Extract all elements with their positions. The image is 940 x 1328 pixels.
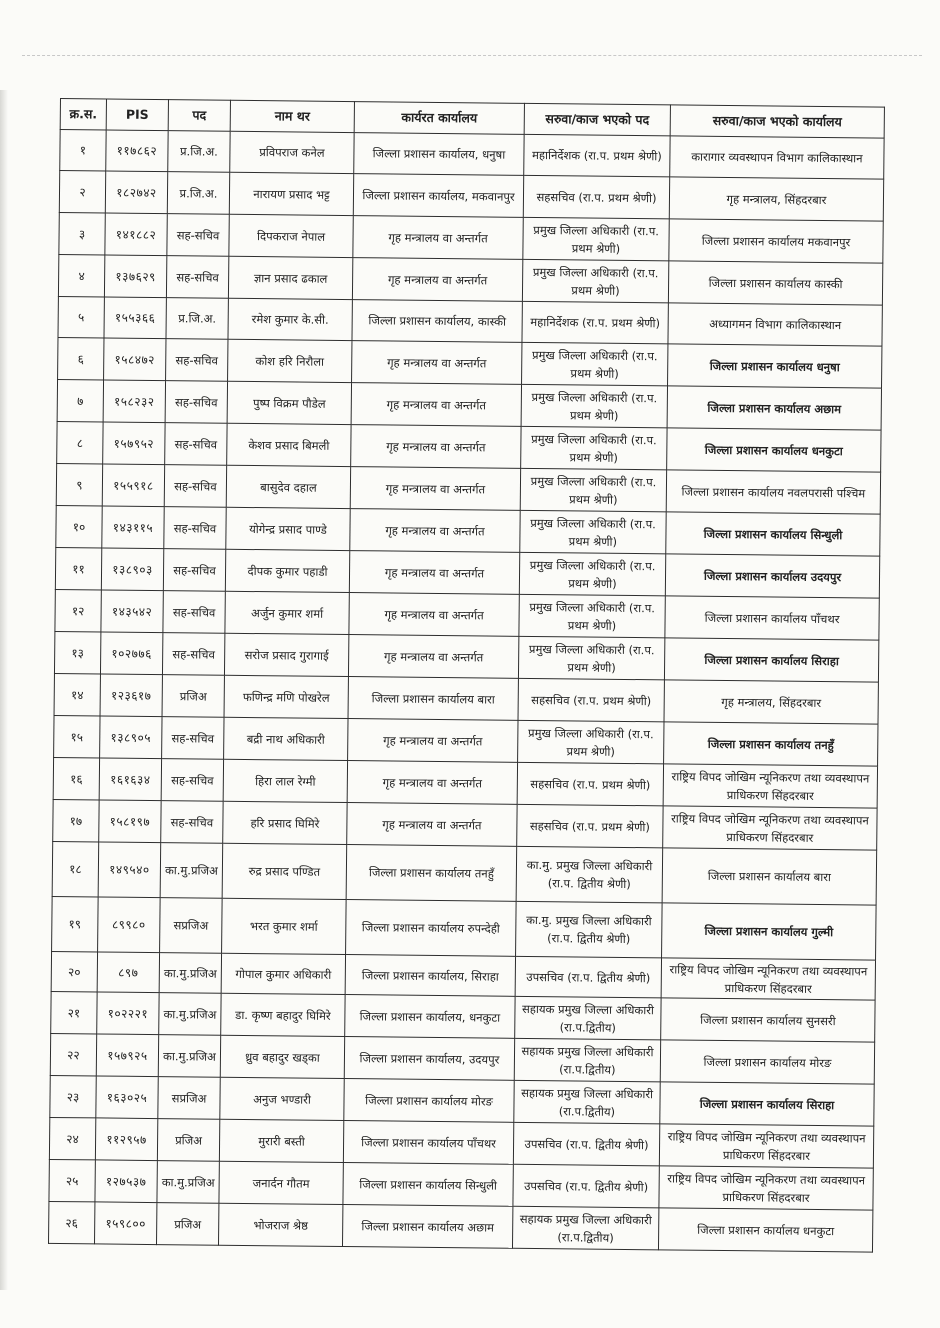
- cell-pis: १५७९५२: [103, 422, 165, 465]
- cell-current-office: गृह मन्त्रालय वा अन्तर्गत: [350, 467, 520, 511]
- cell-pis: १४३५४२: [101, 590, 163, 633]
- cell-post: सह-सचिव: [167, 214, 229, 257]
- cell-pis: १२३६१७: [100, 674, 162, 717]
- cell-post: सह-सचिव: [163, 549, 225, 592]
- cell-new-office: जिल्ला प्रशासन कार्यालय सिन्धुली: [666, 512, 880, 556]
- cell-new-office: जिल्ला प्रशासन कार्यालय धनकुटा: [667, 428, 881, 472]
- cell-pis: १५५९१८: [102, 464, 164, 507]
- cell-pis: १४१८८२: [105, 213, 167, 256]
- cell-sn: १४: [54, 673, 100, 715]
- cell-new-office: जिल्ला प्रशासन कार्यालय धनकुटा: [658, 1208, 872, 1252]
- cell-post: सह-सचिव: [166, 256, 228, 299]
- cell-pis: १५८२३२: [103, 380, 165, 423]
- cell-pis: १५८१९७: [99, 800, 161, 843]
- cell-pis: १५८४७२: [104, 338, 166, 381]
- cell-current-office: जिल्ला प्रशासन कार्यालय सिन्धुली: [343, 1163, 513, 1207]
- cell-sn: २३: [50, 1075, 96, 1117]
- cell-sn: २६: [49, 1201, 95, 1243]
- cell-post: प्रजिअ: [157, 1119, 219, 1162]
- cell-name: रुद्र प्रसाद पण्डित: [222, 843, 347, 899]
- cell-new-post: का.मु. प्रमुख जिल्ला अधिकारी (रा.प. द्वितीय श्रेणी): [516, 846, 663, 903]
- cell-post: सह-सचिव: [161, 801, 223, 844]
- cell-current-office: जिल्ला प्रशासन कार्यालय, मकवानपुर: [353, 174, 523, 218]
- cell-sn: २१: [51, 991, 97, 1033]
- cell-post: का.मु.प्रजिअ: [159, 993, 221, 1036]
- cell-sn: १९: [52, 896, 99, 951]
- cell-sn: १७: [53, 799, 99, 841]
- table-row: [52, 841, 877, 905]
- cell-post: प्र.जि.अ.: [168, 131, 230, 173]
- cell-current-office: गृह मन्त्रालय वा अन्तर्गत: [348, 635, 518, 679]
- cell-current-office: जिल्ला प्रशासन कार्यालय रुपन्देही: [346, 900, 517, 957]
- cell-name: भरत कुमार शर्मा: [222, 898, 347, 954]
- header-current-office: कार्यरत कार्यालय: [354, 102, 524, 135]
- cell-current-office: जिल्ला प्रशासन कार्यालय बारा: [348, 677, 518, 721]
- cell-post: सह-सचिव: [165, 423, 227, 466]
- cell-new-office: राष्ट्रिय विपद जोखिम न्यूनिकरण तथा व्यवस्थापन प्राधिकरण सिंहदरबार: [659, 1124, 873, 1168]
- cell-new-office: जिल्ला प्रशासन कार्यालय पाँचथर: [665, 596, 879, 640]
- cell-new-office: जिल्ला प्रशासन कार्यालय मोरङ: [660, 1040, 874, 1084]
- header-pis: PIS: [106, 99, 168, 131]
- cell-name: प्रविपराज कनेल: [230, 131, 354, 173]
- cell-name: दिपकराज नेपाल: [229, 214, 353, 257]
- cell-new-office: राष्ट्रिय विपद जोखिम न्यूनिकरण तथा व्यवस्थापन प्राधिकरण सिंहदरबार: [659, 1166, 873, 1210]
- transfer-table: [48, 98, 885, 1253]
- cell-current-office: गृह मन्त्रालय वा अन्तर्गत: [352, 341, 522, 385]
- cell-sn: ६: [58, 337, 104, 379]
- cell-pis: १५९८००: [95, 1202, 157, 1245]
- scan-shadow: [0, 90, 8, 1290]
- cell-new-office: राष्ट्रिय विपद जोखिम न्यूनिकरण तथा व्यवस्थापन प्राधिकरण सिंहदरबार: [661, 958, 875, 1000]
- cell-new-post: प्रमुख जिल्ला अधिकारी (रा.प. प्रथम श्रेणी): [518, 720, 664, 764]
- cell-new-office: जिल्ला प्रशासन कार्यालय धनुषा: [668, 344, 882, 388]
- cell-new-office: जिल्ला प्रशासन कार्यालय अछाम: [667, 386, 881, 430]
- cell-post: का.मु.प्रजिअ: [157, 1161, 219, 1204]
- cell-new-office: जिल्ला प्रशासन कार्यालय गुल्मी: [662, 903, 877, 960]
- cell-sn: १५: [54, 715, 100, 757]
- cell-pis: १२७५३७: [95, 1160, 157, 1203]
- cell-current-office: जिल्ला प्रशासन कार्यालय, उदयपुर: [344, 1037, 514, 1081]
- cell-new-post: सहसचिव (रा.प. प्रथम श्रेणी): [518, 678, 664, 722]
- cell-new-office: जिल्ला प्रशासन कार्यालय सुनसरी: [661, 998, 875, 1042]
- cell-post: सप्रजिअ: [160, 898, 223, 954]
- cell-post: सह-सचिव: [163, 591, 225, 634]
- cell-current-office: जिल्ला प्रशासन कार्यालय, सिराहा: [345, 955, 515, 997]
- cell-post: का.मु.प्रजिअ: [160, 843, 223, 899]
- cell-current-office: जिल्ला प्रशासन कार्यालय, कास्की: [352, 300, 522, 343]
- cell-new-office: राष्ट्रिय विपद जोखिम न्यूनिकरण तथा व्यवस्थापन प्राधिकरण सिंहदरबार: [663, 806, 877, 850]
- cell-sn: ११: [55, 547, 101, 589]
- table-row: [49, 1201, 873, 1252]
- cell-new-post: उपसचिव (रा.प. द्वितीय श्रेणी): [513, 1164, 659, 1208]
- cell-new-post: प्रमुख जिल्ला अधिकारी (रा.प. प्रथम श्रेणी): [522, 342, 668, 386]
- cell-new-post: महानिर्देशक (रा.प. प्रथम श्रेणी): [524, 134, 670, 177]
- cell-name: फणिन्द्र मणि पोखरेल: [224, 675, 348, 718]
- cell-current-office: जिल्ला प्रशासन कार्यालय अछाम: [342, 1205, 512, 1249]
- cell-new-post: प्रमुख जिल्ला अधिकारी (रा.प. प्रथम श्रेणी): [519, 594, 665, 638]
- cell-new-post: प्रमुख जिल्ला अधिकारी (रा.प. प्रथम श्रेणी): [520, 468, 666, 512]
- cell-sn: ८: [57, 421, 103, 463]
- cell-name: योगेन्द्र प्रसाद पाण्डे: [226, 507, 350, 550]
- cell-name: बासुदेव दहाल: [226, 465, 350, 508]
- cell-current-office: जिल्ला प्रशासन कार्यालय तनहुँ: [346, 845, 517, 902]
- cell-current-office: गृह मन्त्रालय वा अन्तर्गत: [350, 509, 520, 553]
- cell-sn: १३: [54, 631, 100, 673]
- cell-new-office: जिल्ला प्रशासन कार्यालय मकवानपुर: [669, 219, 883, 263]
- header-post: पद: [168, 100, 230, 132]
- cell-new-post: महानिर्देशक (रा.प. प्रथम श्रेणी): [522, 301, 668, 344]
- cell-new-post: प्रमुख जिल्ला अधिकारी (रा.प. प्रथम श्रेणी): [521, 426, 667, 470]
- cell-name: अनुज भण्डारी: [220, 1077, 344, 1120]
- cell-new-post: प्रमुख जिल्ला अधिकारी (रा.प. प्रथम श्रेणी): [521, 384, 667, 428]
- cell-new-office: गृह मन्त्रालय, सिंहदरबार: [664, 680, 878, 724]
- cell-post: का.मु.प्रजिअ: [158, 1035, 220, 1078]
- cell-new-office: जिल्ला प्रशासन कार्यालय तनहुँ: [664, 722, 878, 766]
- cell-pis: ८९९८०: [98, 897, 161, 953]
- cell-sn: २२: [50, 1033, 96, 1075]
- cell-post: सह-सचिव: [166, 339, 228, 382]
- cell-name: रमेश कुमार के.सी.: [228, 298, 352, 340]
- cell-new-post: प्रमुख जिल्ला अधिकारी (रा.प. प्रथम श्रेणी): [522, 259, 668, 303]
- cell-post: सह-सचिव: [161, 759, 223, 802]
- cell-new-post: सहायक प्रमुख जिल्ला अधिकारी (रा.प.द्वितीय): [514, 1038, 660, 1082]
- cell-post: सह-सचिव: [164, 507, 226, 550]
- cell-pis: १४९५४०: [98, 842, 161, 898]
- cell-name: मुरारी बस्ती: [219, 1119, 343, 1162]
- cell-sn: ५: [58, 296, 104, 337]
- cell-current-office: गृह मन्त्रालय वा अन्तर्गत: [348, 719, 518, 763]
- cell-current-office: गृह मन्त्रालय वा अन्तर्गत: [349, 593, 519, 637]
- cell-name: पुष्प विक्रम पौडेल: [227, 381, 351, 424]
- cell-name: कोश हरि निरौला: [228, 339, 352, 382]
- cell-sn: २४: [49, 1117, 95, 1159]
- cell-post: सप्रजिअ: [158, 1077, 220, 1120]
- header-new-post: सरुवा/काज भएको पद: [524, 103, 670, 136]
- cell-pis: १३८९०५: [100, 716, 162, 759]
- cell-new-post: उपसचिव (रा.प. द्वितीय श्रेणी): [515, 956, 661, 998]
- cell-sn: २०: [51, 951, 97, 991]
- cell-sn: ३: [59, 212, 105, 254]
- cell-new-post: उपसचिव (रा.प. द्वितीय श्रेणी): [513, 1122, 659, 1166]
- cell-new-post: सहसचिव (रा.प. प्रथम श्रेणी): [517, 762, 663, 806]
- cell-name: गोपाल कुमार अधिकारी: [221, 953, 345, 994]
- cell-new-post: सहायक प्रमुख जिल्ला अधिकारी (रा.प.द्वितीय): [514, 1080, 660, 1124]
- cell-name: केशव प्रसाद बिमली: [227, 423, 351, 466]
- cell-new-post: प्रमुख जिल्ला अधिकारी (रा.प. प्रथम श्रेणी): [520, 510, 666, 554]
- cell-post: सह-सचिव: [165, 381, 227, 424]
- cell-post: सह-सचिव: [162, 633, 224, 676]
- cell-name: ध्रुव बहादुर खड्का: [220, 1035, 344, 1078]
- cell-post: का.मु.प्रजिअ: [159, 953, 221, 994]
- cell-new-office: कारागार व्यवस्थापन विभाग कालिकास्थान: [670, 136, 884, 179]
- cell-new-office: जिल्ला प्रशासन कार्यालय कास्की: [668, 261, 882, 305]
- cell-new-post: सहायक प्रमुख जिल्ला अधिकारी (रा.प.द्वितीय): [515, 996, 661, 1040]
- cell-sn: २: [59, 171, 105, 213]
- cell-post: सह-सचिव: [162, 717, 224, 760]
- cell-name: डा. कृष्ण बहादुर घिमिरे: [221, 993, 345, 1036]
- cell-sn: १: [60, 130, 106, 171]
- cell-current-office: गृह मन्त्रालय वा अन्तर्गत: [347, 761, 517, 805]
- cell-new-office: जिल्ला प्रशासन कार्यालय बारा: [662, 848, 877, 905]
- cell-sn: १०: [56, 505, 102, 547]
- cell-name: ज्ञान प्रसाद ढकाल: [228, 256, 352, 299]
- cell-sn: ४: [58, 254, 104, 296]
- cell-pis: ८९७: [97, 952, 159, 993]
- cell-sn: १६: [53, 757, 99, 799]
- cell-current-office: गृह मन्त्रालय वा अन्तर्गत: [347, 803, 517, 847]
- cell-pis: १५५३६६: [104, 297, 166, 339]
- cell-pis: १०२७७६: [100, 632, 162, 675]
- cell-current-office: गृह मन्त्रालय वा अन्तर्गत: [349, 551, 519, 595]
- cell-current-office: गृह मन्त्रालय वा अन्तर्गत: [353, 216, 523, 260]
- cell-name: नारायण प्रसाद भट्ट: [229, 172, 353, 215]
- cell-current-office: जिल्ला प्रशासन कार्यालय, धनुषा: [354, 133, 524, 176]
- cell-new-post: सहसचिव (रा.प. प्रथम श्रेणी): [517, 804, 663, 848]
- cell-sn: ७: [57, 379, 103, 421]
- cell-sn: १८: [52, 841, 99, 896]
- cell-pis: १०२२२१: [97, 992, 159, 1035]
- cell-new-post: प्रमुख जिल्ला अधिकारी (रा.प. प्रथम श्रेणी): [523, 217, 669, 261]
- cell-name: जनार्दन गौतम: [219, 1161, 343, 1204]
- cell-new-office: जिल्ला प्रशासन कार्यालय सिराहा: [660, 1082, 874, 1126]
- cell-post: प्र.जि.अ.: [167, 172, 229, 215]
- cell-new-post: का.मु. प्रमुख जिल्ला अधिकारी (रा.प. द्वितीय श्रेणी): [516, 901, 663, 958]
- cell-name: अर्जुन कुमार शर्मा: [225, 591, 349, 634]
- cell-pis: ११७८६२: [106, 130, 168, 172]
- cell-sn: ९: [56, 463, 102, 505]
- header-name: नाम थर: [230, 100, 354, 132]
- cell-new-office: जिल्ला प्रशासन कार्यालय उदयपुर: [665, 554, 879, 598]
- cell-sn: २५: [49, 1159, 95, 1201]
- header-new-office: सरुवा/काज भएको कार्यालय: [670, 105, 884, 138]
- cell-pis: १३८९०३: [101, 548, 163, 591]
- cell-current-office: गृह मन्त्रालय वा अन्तर्गत: [351, 425, 521, 469]
- cell-post: प्र.जि.अ.: [166, 298, 228, 340]
- cell-post: सह-सचिव: [164, 465, 226, 508]
- cell-current-office: गृह मन्त्रालय वा अन्तर्गत: [352, 258, 522, 302]
- cell-pis: १५७९२५: [96, 1034, 158, 1077]
- cell-pis: ११२९५७: [95, 1118, 157, 1161]
- cell-sn: १२: [55, 589, 101, 631]
- cell-name: भोजराज श्रेष्ठ: [218, 1203, 342, 1246]
- cell-new-post: प्रमुख जिल्ला अधिकारी (रा.प. प्रथम श्रेणी): [518, 636, 664, 680]
- cell-new-post: सहायक प्रमुख जिल्ला अधिकारी (रा.प.द्वितीय): [512, 1206, 658, 1250]
- cell-pis: १४३११५: [102, 506, 164, 549]
- cell-current-office: गृह मन्त्रालय वा अन्तर्गत: [351, 383, 521, 427]
- cell-name: हरि प्रसाद घिमिरे: [223, 801, 347, 844]
- cell-new-post: सहसचिव (रा.प. प्रथम श्रेणी): [523, 175, 669, 219]
- cell-new-office: अध्यागमन विभाग कालिकास्थान: [668, 303, 882, 346]
- cell-name: हिरा लाल रेग्मी: [223, 759, 347, 802]
- cell-new-office: राष्ट्रिय विपद जोखिम न्यूनिकरण तथा व्यवस्थापन प्राधिकरण सिंहदरबार: [663, 764, 877, 808]
- cell-pis: १६३०२५: [96, 1076, 158, 1119]
- cell-name: बद्री नाथ अधिकारी: [224, 717, 348, 760]
- cell-current-office: जिल्ला प्रशासन कार्यालय, धनकुटा: [345, 995, 515, 1039]
- cell-current-office: जिल्ला प्रशासन कार्यालय मोरङ: [344, 1079, 514, 1123]
- cell-post: प्रजिअ: [162, 675, 224, 718]
- cell-current-office: जिल्ला प्रशासन कार्यालय पाँचथर: [343, 1121, 513, 1165]
- page-divider: [22, 55, 922, 56]
- cell-new-post: प्रमुख जिल्ला अधिकारी (रा.प. प्रथम श्रेणी): [519, 552, 665, 596]
- cell-pis: १८२७४२: [105, 171, 167, 214]
- cell-post: प्रजिअ: [156, 1203, 218, 1246]
- header-sn: क्र.स.: [60, 99, 106, 130]
- cell-name: सरोज प्रसाद गुरागाई: [224, 633, 348, 676]
- cell-pis: १३७६२९: [104, 255, 166, 298]
- table-row: [52, 896, 877, 960]
- cell-new-office: जिल्ला प्रशासन कार्यालय सिराहा: [664, 638, 878, 682]
- cell-pis: १६१६३४: [99, 758, 161, 801]
- cell-new-office: गृह मन्त्रालय, सिंहदरबार: [669, 177, 883, 221]
- cell-new-office: जिल्ला प्रशासन कार्यालय नवलपरासी पश्चिम: [666, 470, 880, 514]
- cell-name: दीपक कुमार पहाडी: [225, 549, 349, 592]
